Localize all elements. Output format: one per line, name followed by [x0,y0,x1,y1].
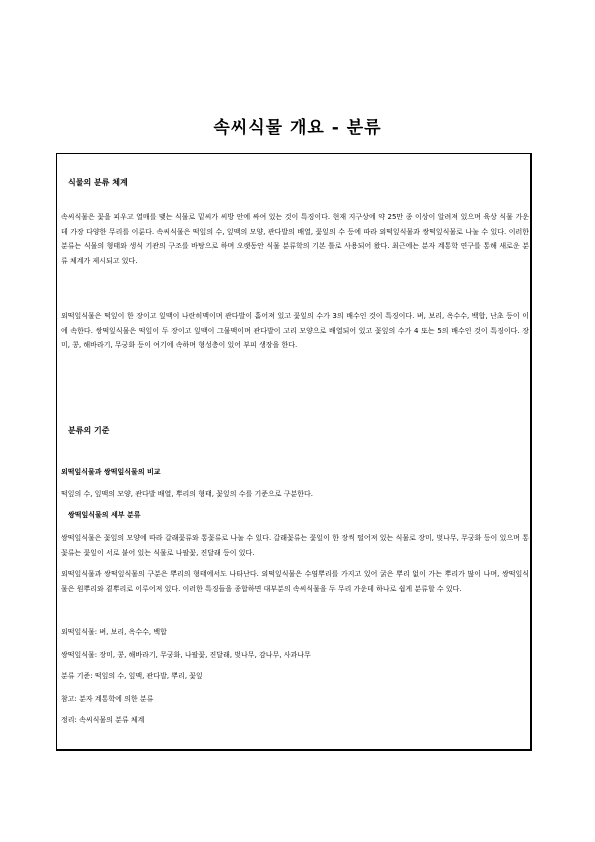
body-line-1: 떡잎의 수, 잎맥의 모양, 관다발 배열, 뿌리의 형태, 꽃잎의 수를 기준으로 구분한다. [61,490,313,498]
subheading-1: 외떡잎식물과 쌍떡잎식물의 비교 [61,468,161,476]
paragraph-4: 외떡잎식물과 쌍떡잎식물의 구분은 뿌리의 형태에서도 나타난다. 외떡잎식물은 수염뿌리를 가지고 있어 굵은 뿌리 없이 가는 뿌리가 많이 나며, 쌍떡잎식물은 원뿌리와 곁뿌리로 이루어져 있다. 이러한 특징들을 종합하면 대부분의 속씨식물을 두 무리 가운데 하나로 쉽게 분류할 수 있다. [61,570,529,593]
section-heading-2: 분류의 기준 [68,426,110,435]
subheading-2: 쌍떡잎식물의 세부 분류 [68,511,141,519]
paragraph-2: 외떡잎식물은 떡잎이 한 장이고 잎맥이 나란히맥이며 관다발이 흩어져 있고 꽃잎의 수가 3의 배수인 것이 특징이다. 벼, 보리, 옥수수, 백합, 난초 등이 이에 속한다. 쌍떡잎식물은 떡잎이 두 장이고 잎맥이 그물맥이며 관다발이 고리 모양으로 배열되어 있고 꽃잎의 수가 4 또는 5의 배수인 것이 특징이다. 장미, 콩, 해바라기, 무궁화 등이 여기에 속하며 형성층이 있어 부피 생장을 한다. [61,312,529,349]
document-title: 속씨식물 개요 - 분류 [213,118,382,138]
list-item-5: 정리: 속씨식물의 분류 체계 [61,716,145,724]
section-heading-1: 식물의 분류 체계 [68,178,128,187]
list-item-4: 참고: 분자 계통학에 의한 분류 [61,695,154,703]
paragraph-1: 속씨식물은 꽃을 피우고 열매를 맺는 식물로 밑씨가 씨방 안에 싸여 있는 것이 특징이다. 현재 지구상에 약 25만 종 이상이 알려져 있으며 육상 식물 가운데 가장 다양한 무리를 이룬다. 속씨식물은 떡잎의 수, 잎맥의 모양, 관다발의 배열, 꽃잎의 수 등에 따라 외떡잎식물과 쌍떡잎식물로 나눌 수 있다. 이러한 분류는 식물의 형태와 생식 기관의 구조를 바탕으로 하며 오랫동안 식물 분류학의 기본 틀로 사용되어 왔다. 최근에는 분자 계통학 연구를 통해 새로운 분류 체계가 제시되고 있다. [61,213,529,265]
list-item-1: 외떡잎식물: 벼, 보리, 옥수수, 백합 [61,628,167,636]
list-item-2: 쌍떡잎식물: 장미, 콩, 해바라기, 무궁화, 나팔꽃, 진달래, 벚나무, 감나무, 사과나무 [61,651,311,659]
paragraph-3: 쌍떡잎식물은 꽃잎의 모양에 따라 갈래꽃류와 통꽃류로 나눌 수 있다. 갈래꽃류는 꽃잎이 한 장씩 떨어져 있는 식물로 장미, 벚나무, 무궁화 등이 있으며 통꽃류는 꽃잎이 서로 붙어 있는 식물로 나팔꽃, 진달래 등이 있다. [61,534,529,557]
list-item-3: 분류 기준: 떡잎의 수, 잎맥, 관다발, 뿌리, 꽃잎 [61,672,203,680]
